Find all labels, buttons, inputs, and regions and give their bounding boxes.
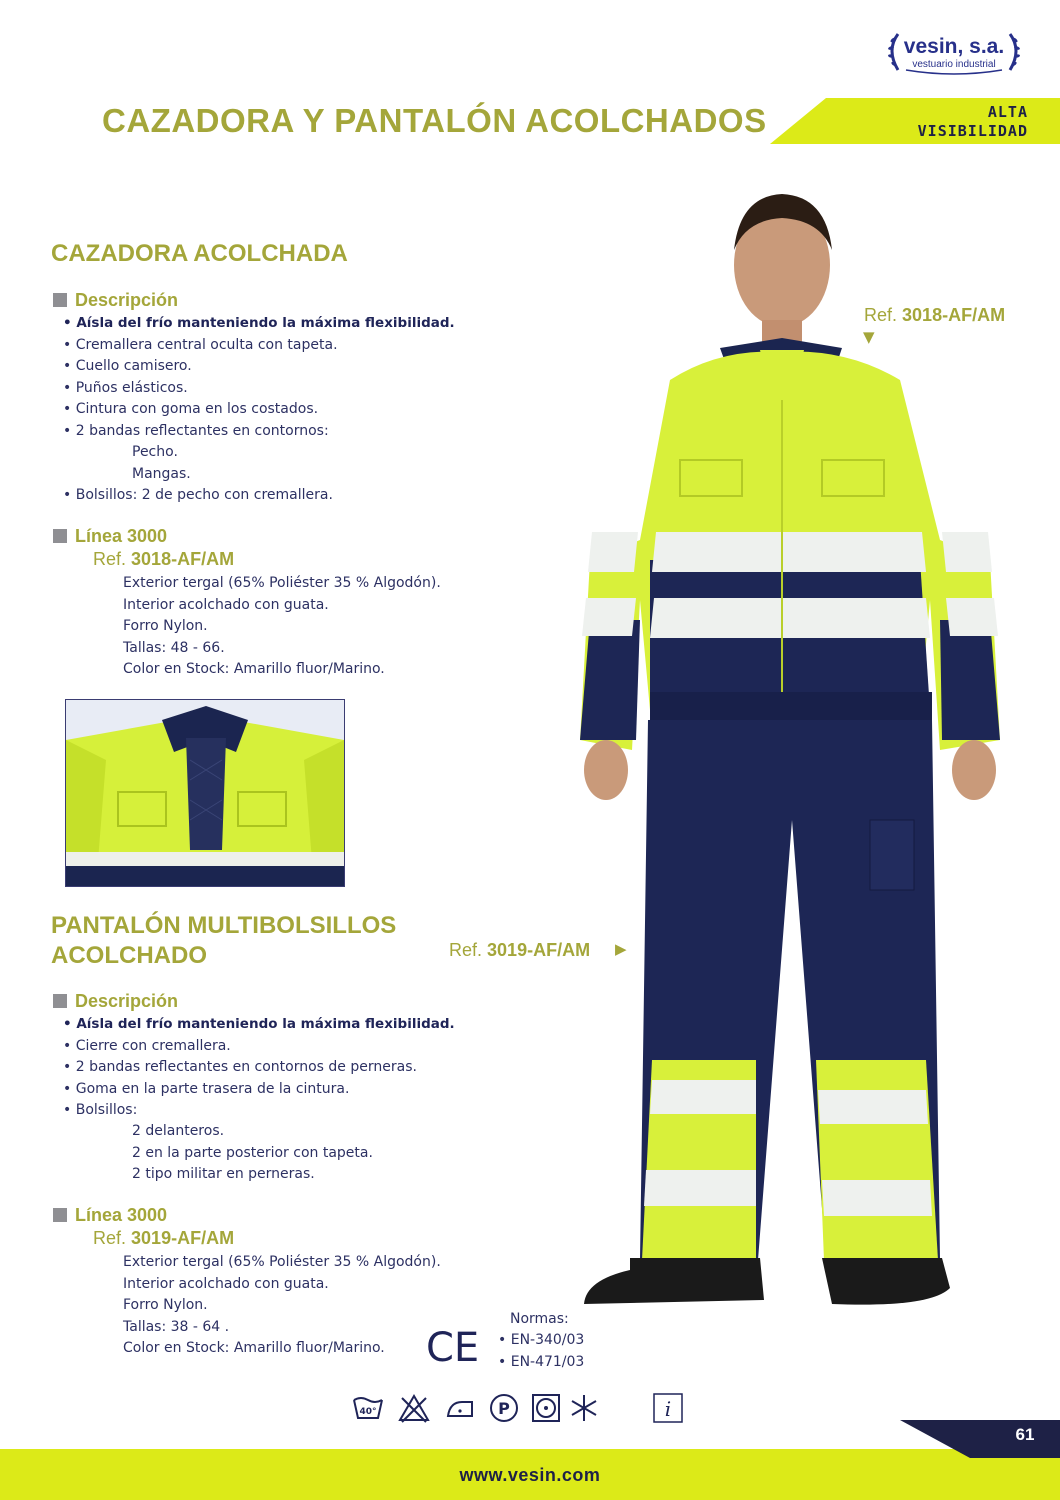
svg-text:i: i xyxy=(664,1397,672,1421)
spec-line: Interior acolchado con guata. xyxy=(123,596,329,613)
no-bleach-icon xyxy=(398,1392,430,1424)
jacket-desc-list xyxy=(63,313,455,443)
list-item: • Puños elásticos. xyxy=(63,378,455,400)
info-icon xyxy=(652,1392,684,1424)
norms-block xyxy=(510,1309,569,1330)
spec-line: Color en Stock: Amarillo fluor/Marino. xyxy=(123,1340,385,1357)
page-number: 61 xyxy=(1015,1425,1035,1444)
badge-line-2: VISIBILIDAD xyxy=(917,122,1028,140)
square-bullet-icon xyxy=(53,1208,67,1222)
list-item: • EN-340/03 xyxy=(498,1330,584,1352)
ce-mark-icon: CE xyxy=(426,1325,480,1371)
pants-section-title-2: ACOLCHADO xyxy=(51,942,207,969)
jacket-desc-list-end xyxy=(63,485,333,507)
list-sub-item: Pecho. xyxy=(132,444,178,460)
pants-sub-list xyxy=(132,1121,373,1186)
spec-line: Tallas: 48 - 66. xyxy=(123,639,225,656)
spec-line: Interior acolchado con guata. xyxy=(123,1275,329,1292)
model-photo xyxy=(570,180,1020,1320)
jacket-specs xyxy=(123,573,441,681)
pants-desc-heading: Descripción xyxy=(53,991,178,1012)
list-item: • Aísla del frío manteniendo la máxima flexibilidad. xyxy=(63,313,455,335)
badge-line-1: ALTA xyxy=(987,103,1028,121)
list-item: • Goma en la parte trasera de la cintura. xyxy=(63,1079,455,1101)
care-symbols xyxy=(352,1392,686,1426)
spec-line: Exterior tergal (65% Poliéster 35 % Algodón). xyxy=(123,1254,441,1270)
pants-ref: Ref. 3019-AF/AM xyxy=(93,1228,235,1248)
spec-line: Exterior tergal (65% Poliéster 35 % Algodón). xyxy=(123,575,441,591)
norms-label: Normas: xyxy=(510,1311,569,1327)
pants-line-heading: Línea 3000 xyxy=(53,1205,167,1226)
footer-url[interactable]: www.vesin.com xyxy=(459,1465,601,1485)
list-sub-item: 2 tipo militar en perneras. xyxy=(132,1166,315,1183)
square-bullet-icon xyxy=(53,994,67,1008)
list-item: • Cuello camisero. xyxy=(63,356,455,378)
spec-line: Forro Nylon. xyxy=(123,1297,208,1314)
wash-40-icon xyxy=(352,1392,384,1424)
arrow-right-icon: ▶ xyxy=(615,940,627,958)
arrow-down-icon: ▼ xyxy=(863,328,875,346)
jacket-line-heading: Línea 3000 xyxy=(53,526,167,547)
svg-text:P: P xyxy=(498,1399,510,1418)
list-item: • 2 bandas reflectantes en contornos de perneras. xyxy=(63,1057,455,1079)
logo-subtitle: vestuario industrial xyxy=(912,59,996,70)
square-bullet-icon xyxy=(53,529,67,543)
svg-text:40°: 40° xyxy=(359,1407,377,1417)
jacket-photo-ref: Ref. 3018-AF/AM xyxy=(864,305,1006,325)
list-item: • Aísla del frío manteniendo la máxima flexibilidad. xyxy=(63,1014,455,1036)
list-item: • Bolsillos: 2 de pecho con cremallera. xyxy=(63,485,333,507)
page-title: CAZADORA Y PANTALÓN ACOLCHADOS xyxy=(102,102,767,139)
jacket-sub-list xyxy=(132,442,191,485)
pants-section-title-1: PANTALÓN MULTIBOLSILLOS xyxy=(51,912,397,939)
spec-line: Color en Stock: Amarillo fluor/Marino. xyxy=(123,661,385,678)
spec-line: Tallas: 38 - 64 . xyxy=(123,1318,230,1335)
list-sub-item: Mangas. xyxy=(132,465,191,482)
spec-line: Forro Nylon. xyxy=(123,618,208,635)
logo-name: vesin, s.a. xyxy=(903,35,1005,58)
tumble-dry-icon xyxy=(530,1392,562,1424)
list-item: • Cintura con goma en los costados. xyxy=(63,399,455,421)
list-item: • EN-471/03 xyxy=(498,1352,584,1374)
iron-low-icon xyxy=(444,1392,476,1424)
list-sub-item: 2 en la parte posterior con tapeta. xyxy=(132,1144,373,1161)
list-item: • Bolsillos: xyxy=(63,1100,455,1122)
jacket-section-title: CAZADORA ACOLCHADA xyxy=(51,240,348,267)
pants-specs xyxy=(123,1252,441,1360)
square-bullet-icon xyxy=(53,293,67,307)
list-item: • Cremallera central oculta con tapeta. xyxy=(63,335,455,357)
no-freeze-icon xyxy=(568,1392,600,1424)
jacket-interior-photo xyxy=(65,699,345,887)
list-sub-item: 2 delanteros. xyxy=(132,1123,225,1139)
list-item: • 2 bandas reflectantes en contornos: xyxy=(63,421,455,443)
dry-clean-p-icon xyxy=(488,1392,520,1424)
pants-desc-list xyxy=(63,1014,455,1122)
vesin-logo xyxy=(884,28,1024,76)
norms-list xyxy=(498,1330,584,1373)
jacket-ref: Ref. 3018-AF/AM xyxy=(93,549,235,569)
list-item: • Cierre con cremallera. xyxy=(63,1036,455,1058)
jacket-desc-heading: Descripción xyxy=(53,290,178,311)
pants-photo-ref: Ref. 3019-AF/AM xyxy=(449,940,591,960)
